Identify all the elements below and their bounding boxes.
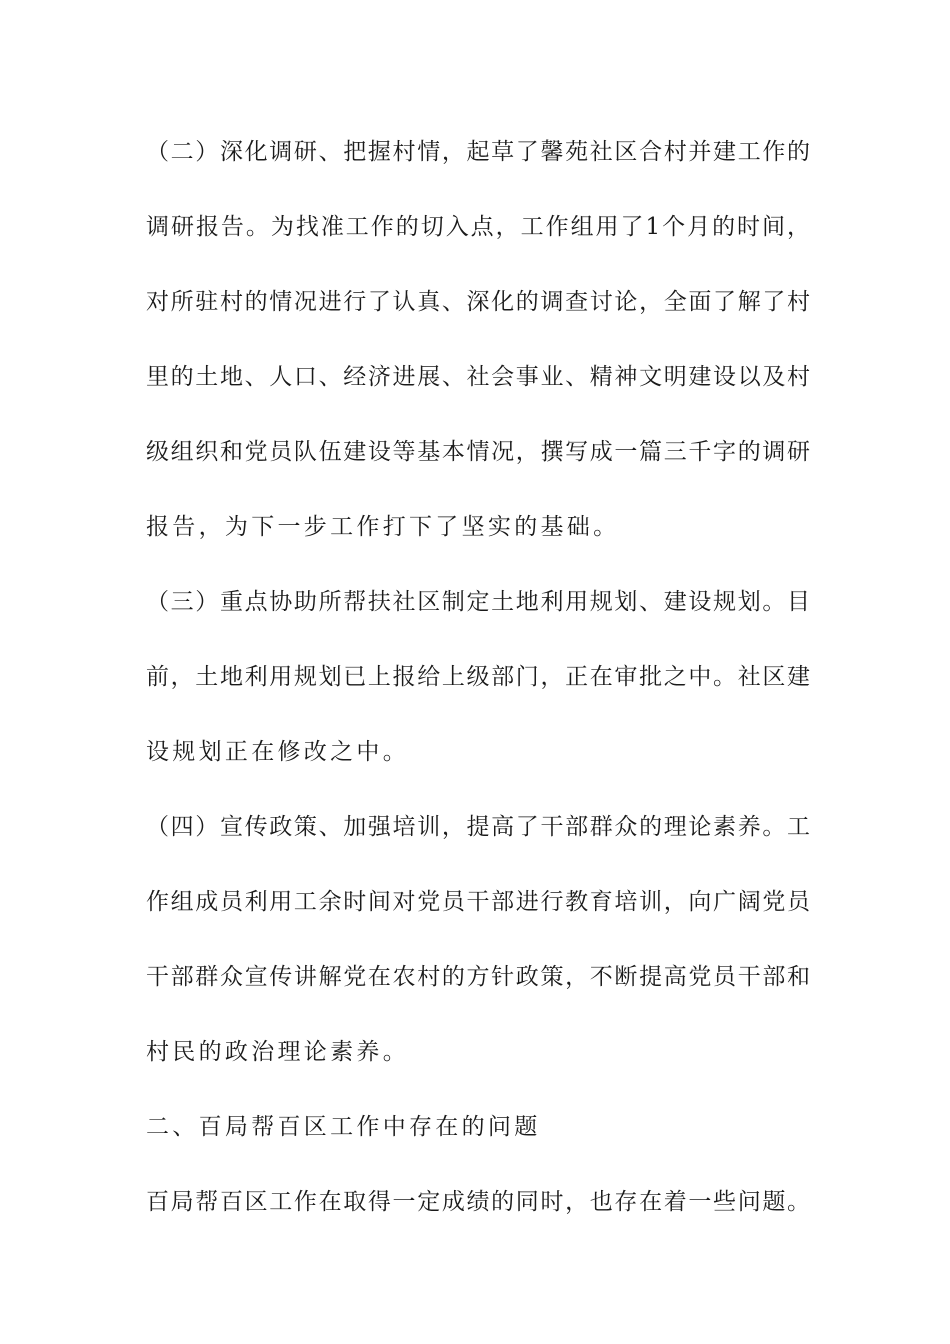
paragraph-4-line-4: 村民的政治理论素养。	[146, 1039, 409, 1065]
paragraph-2-line-3: 对所驻村的情况进行了认真、深化的调查讨论，全面了解了村	[146, 289, 810, 315]
paragraph-2-line-1: （二）深化调研、把握村情，起草了馨苑社区合村并建工作的	[146, 139, 810, 165]
paragraph-4-line-2: 作组成员利用工余时间对党员干部进行教育培训，向广阔党员	[146, 889, 810, 915]
paragraph-2-line-4: 里的土地、人口、经济进展、社会事业、精神文明建设以及村	[146, 364, 810, 390]
paragraph-3-line-1: （三）重点协助所帮扶社区制定土地利用规划、建设规划。目	[146, 589, 810, 615]
section-heading: 二、百局帮百区工作中存在的问题	[146, 1114, 541, 1140]
paragraph-3-line-2: 前，土地利用规划已上报给上级部门，正在审批之中。社区建	[146, 664, 810, 690]
paragraph-4-line-1: （四）宣传政策、加强培训，提高了干部群众的理论素养。工	[146, 814, 810, 840]
paragraph-3-line-3: 设规划正在修改之中。	[146, 739, 409, 765]
paragraph-4-line-3: 干部群众宣传讲解党在农村的方针政策，不断提高党员干部和	[146, 964, 810, 990]
paragraph-5-line-1: 百局帮百区工作在取得一定成绩的同时，也存在着一些问题。	[146, 1189, 810, 1215]
paragraph-2-line-2: 调研报告。为找准工作的切入点，工作组用了1个月的时间，	[146, 214, 810, 240]
paragraph-2-line-5: 级组织和党员队伍建设等基本情况，撰写成一篇三千字的调研	[146, 439, 810, 465]
paragraph-2-line-6: 报告，为下一步工作打下了坚实的基础。	[146, 514, 620, 540]
